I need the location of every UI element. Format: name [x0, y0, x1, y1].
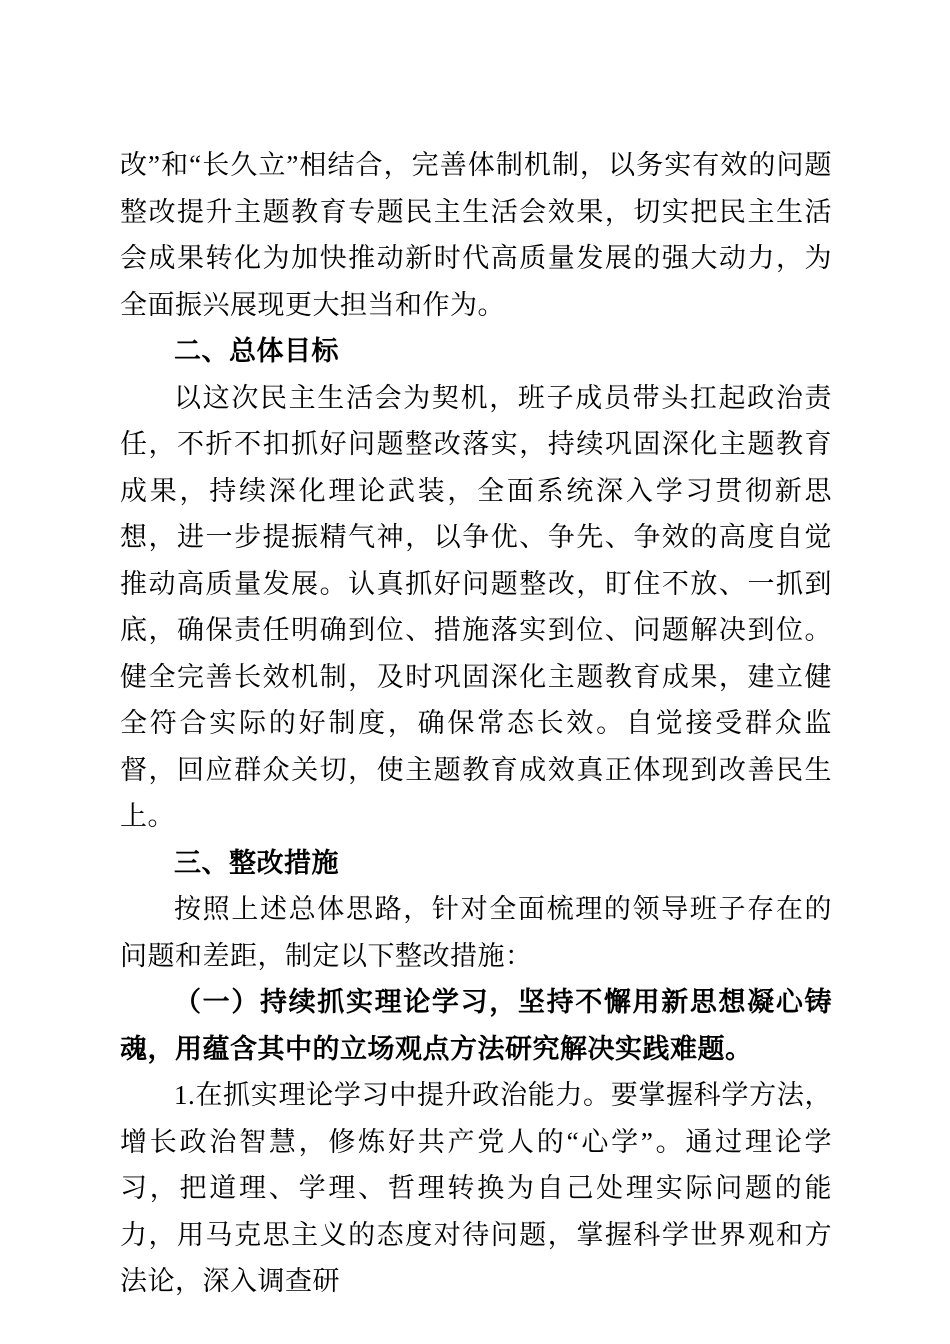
section-heading-rectification-measures: 三、整改措施 [174, 847, 339, 878]
paragraph-measure-one-body: 1.在抓实理论学习中提升政治能力。要掌握科学方法，增长政治智慧，修炼好共产党人的“心学”。通过理论学习，把道理、学理、哲理转换为自己处理实际问题的能力，用马克思主义的态度对待问题，掌握科学世界观和方法论，深入调查研 [120, 1080, 832, 1296]
paragraph-measures-intro: 按照上述总体思路，针对全面梳理的领导班子存在的问题和差距，制定以下整改措施： [120, 894, 832, 971]
paragraph-measure-one-title: （一）持续抓实理论学习，坚持不懈用新思想凝心铸魂，用蕴含其中的立场观点方法研究解决实践难题。 [120, 987, 832, 1064]
paragraph-overall-goals-body: 以这次民主生活会为契机，班子成员带头扛起政治责任，不折不扣抓好问题整改落实，持续巩固深化主题教育成果，持续深化理论武装，全面系统深入学习贯彻新思想，进一步提振精气神，以争优、争先、争效的高度自觉推动高质量发展。认真抓好问题整改，盯住不放、一抓到底，确保责任明确到位、措施落实到位、问题解决到位。健全完善长效机制，及时巩固深化主题教育成果，建立健全符合实际的好制度，确保常态长效。自觉接受群众监督，回应群众关切，使主题教育成效真正体现到改善民生上。 [120, 382, 832, 831]
section-heading-overall-goals: 二、总体目标 [174, 336, 339, 366]
paragraph-continuation: 改”和“长久立”相结合，完善体制机制，以务实有效的问题整改提升主题教育专题民主生活会效果，切实把民主生活会成果转化为加快推动新时代高质量发展的强大动力，为全面振兴展现更大担当和作为。 [120, 150, 832, 320]
